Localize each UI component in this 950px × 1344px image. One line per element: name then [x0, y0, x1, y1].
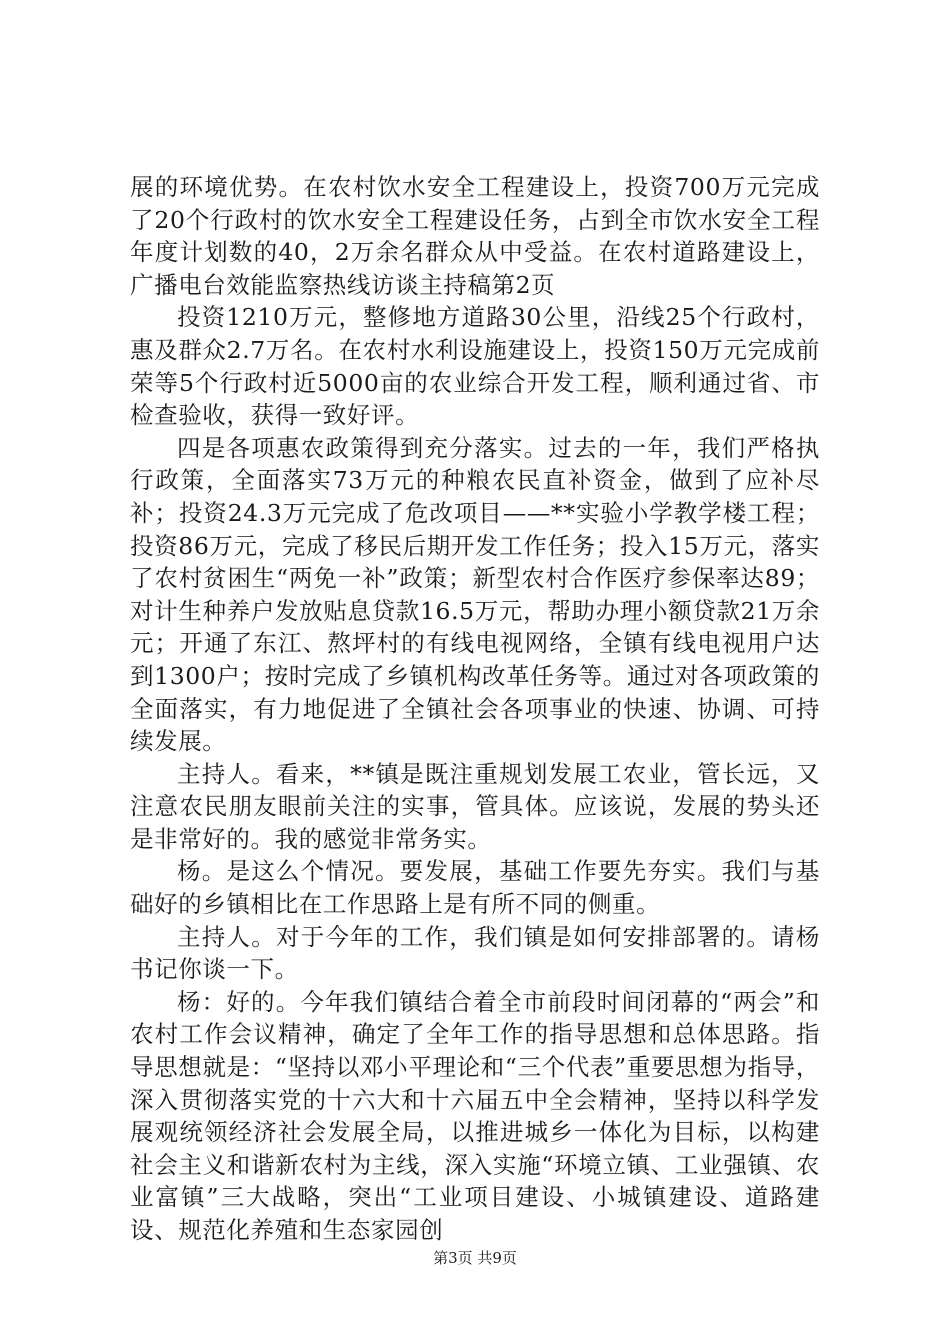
paragraph-1: 展的环境优势。在农村饮水安全工程建设上，投资700万元完成了20个行政村的饮水安全工程建设任务，占到全市饮水安全工程年度计划数的40，2万余名群众从中受益。在农村道路建设上，广播电台效能监察热线访谈主持稿第2页 [130, 173, 820, 299]
paragraph-2: 投资1210万元，整修地方道路30公里，沿线25个行政村，惠及群众2.7万名。在农村水利设施建设上，投资150万元完成前荣等5个行政村近5000亩的农业综合开发工程，顺利通过省、市检查验收，获得一致好评。 [130, 303, 820, 430]
paragraph-6: 主持人。对于今年的工作，我们镇是如何安排部署的。请杨书记你谈一下。 [130, 922, 820, 984]
paragraph-4: 主持人。看来，**镇是既注重规划发展工农业，管长远，又注意农民朋友眼前关注的实事，管具体。应该说，发展的势头还是非常好的。我的感觉非常务实。 [130, 759, 820, 853]
body-text [130, 171, 820, 1247]
page-footer: 第3页 共9页 [433, 1249, 517, 1267]
paragraph-7: 杨：好的。今年我们镇结合着全市前段时间闭幕的“两会”和农村工作会议精神，确定了全年工作的指导思想和总体思路。指导思想就是：“坚持以邓小平理论和“三个代表”重要思想为指导，深入贯彻落实党的十六大和十六届五中全会精神，坚持以科学发展观统领经济社会发展全局，以推进城乡一体化为目标，以构建社会主义和谐新农村为主线，深入实施“环境立镇、工业强镇、农业富镇”三大战略，突出“工业项目建设、小城镇建设、道路建设、规范化养殖和生态家园创 [130, 987, 820, 1244]
paragraph-3: 四是各项惠农政策得到充分落实。过去的一年，我们严格执行政策，全面落实73万元的种粮农民直补资金，做到了应补尽补；投资24.3万元完成了危改项目——**实验小学教学楼工程；投资86万元，完成了移民后期开发工作任务；投入15万元，落实了农村贫困生“两免一补”政策；新型农村合作医疗参保率达89；对计生种养户发放贴息贷款16.5万元，帮助办理小额贷款21万余元；开通了东江、熬坪村的有线电视网络，全镇有线电视用户达到1300户；按时完成了乡镇机构改革任务等。通过对各项政策的全面落实，有力地促进了全镇社会各项事业的快速、协调、可持续发展。 [130, 433, 820, 756]
paragraph-5: 杨。是这么个情况。要发展，基础工作要先夯实。我们与基础好的乡镇相比在工作思路上是有所不同的侧重。 [130, 857, 820, 919]
